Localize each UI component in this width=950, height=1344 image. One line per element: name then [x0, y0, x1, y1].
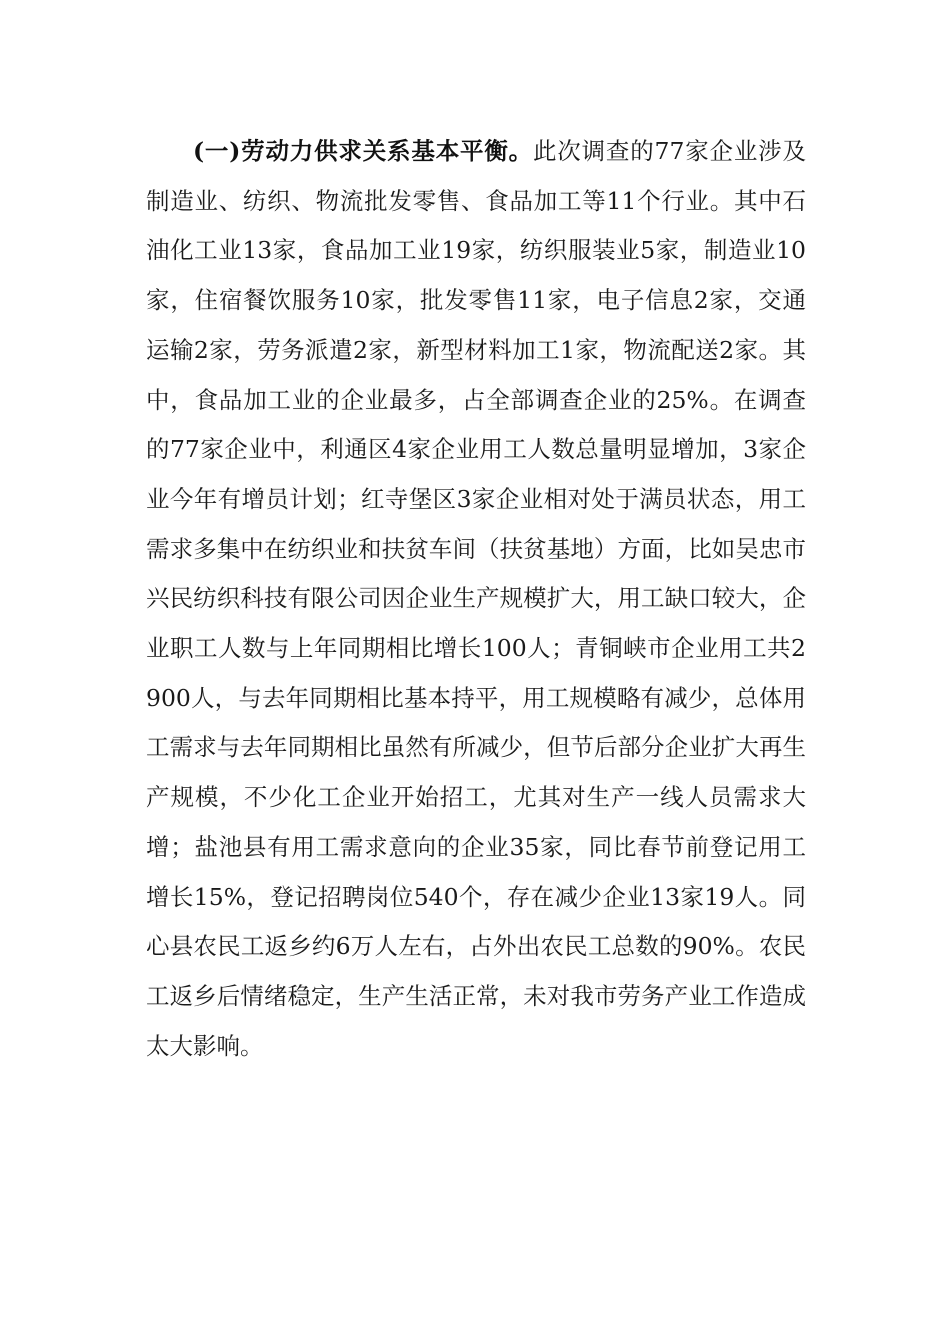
section-heading: (一)劳动力供求关系基本平衡。 [193, 137, 533, 165]
body-paragraph [146, 127, 806, 1071]
paragraph-text: 此次调查的77家企业涉及制造业、纺织、物流批发零售、食品加工等11个行业。其中石油化工业13家，食品加工业19家，纺织服装业5家，制造业10家，住宿餐饮服务10家，批发零售11家，电子信息2家，交通运输2家，劳务派遣2家，新型材料加工1家，物流配送2家。其中，食品加工业的企业最多，占全部调查企业的25%。在调查的77家企业中，利通区4家企业用工人数总量明显增加，3家企业今年有增员计划；红寺堡区3家企业相对处于满员状态，用工需求多集中在纺织业和扶贫车间（扶贫基地）方面，比如吴忠市兴民纺织科技有限公司因企业生产规模扩大，用工缺口较大，企业职工人数与上年同期相比增长100人；青铜峡市企业用工共2900人，与去年同期相比基本持平，用工规模略有减少，总体用工需求与去年同期相比虽然有所减少，但节后部分企业扩大再生产规模，不少化工企业开始招工，尤其对生产一线人员需求大增；盐池县有用工需求意向的企业35家，同比春节前登记用工增长15%，登记招聘岗位540个，存在减少企业13家19人。同心县农民工返乡约6万人左右，占外出农民工总数的90%。农民工返乡后情绪稳定，生产生活正常，未对我市劳务产业工作造成太大影响。 [146, 137, 806, 1060]
